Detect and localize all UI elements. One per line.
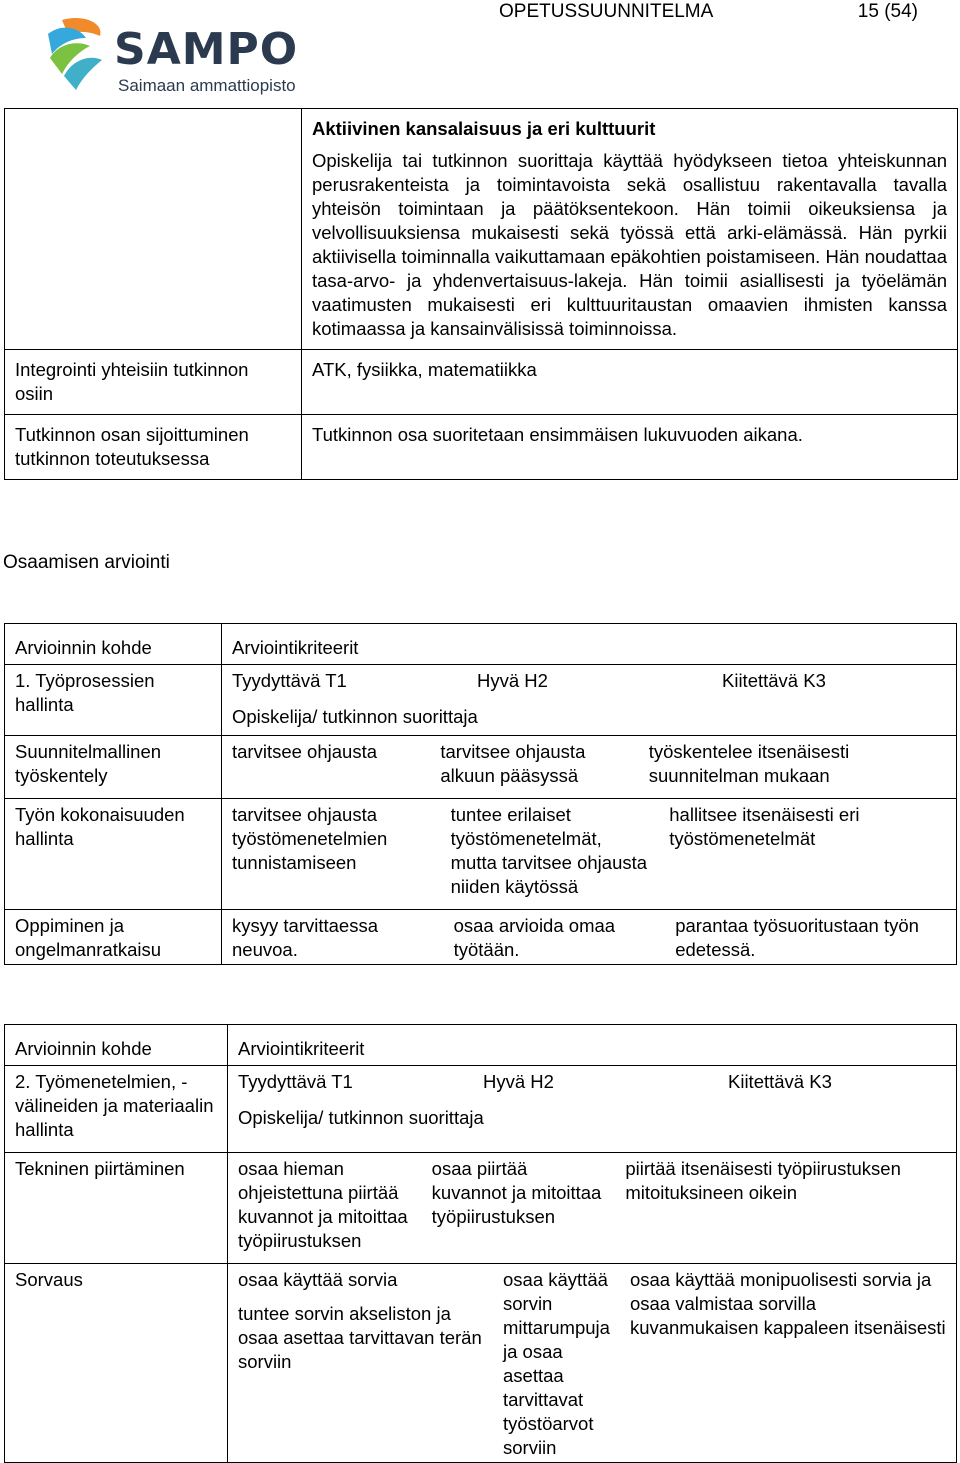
section-heading: Osaamisen arviointi xyxy=(3,552,170,573)
criterion-cell xyxy=(222,799,957,910)
criterion-t1: osaa hieman ohjeistettuna piirtää kuvannot ja mitoittaa työpiirustuksen xyxy=(238,1158,408,1251)
grade-header-cell xyxy=(228,1066,957,1153)
column-header: Arviointikriteerit xyxy=(228,1025,957,1066)
table-row xyxy=(5,1153,957,1264)
criterion-cell xyxy=(228,1153,957,1264)
row-label: Integrointi yhteisiin tutkinnon osiin xyxy=(5,350,302,415)
criterion-label: Suunnitelmallinen työskentely xyxy=(5,736,222,799)
curriculum-table xyxy=(4,108,958,480)
assessment-topic: 2. Työmenetelmien, -välineiden ja materiaalin hallinta xyxy=(5,1066,228,1153)
row-value: ATK, fysiikka, matematiikka xyxy=(302,350,958,415)
table-row xyxy=(5,350,958,415)
criterion-h2: tarvitsee ohjausta alkuun pääsyssä xyxy=(440,741,586,786)
table-row xyxy=(5,1264,957,1463)
empty-cell xyxy=(5,109,302,350)
criterion-t1-group xyxy=(238,1268,503,1460)
table-row xyxy=(5,665,957,736)
criterion-cell xyxy=(222,910,957,965)
criterion-h2: osaa käyttää sorvin mittarumpuja ja osaa asettaa tarvittavat työstöarvot sorviin xyxy=(503,1269,610,1458)
section-title: Aktiivinen kansalaisuus ja eri kulttuurit xyxy=(312,118,656,139)
assessment-table-2 xyxy=(4,1024,957,1463)
criterion-t1: kysyy tarvittaessa neuvoa. xyxy=(232,915,378,960)
document-title: OPETUSSUUNNITELMA xyxy=(499,1,714,22)
grade-scale xyxy=(238,1070,946,1094)
criterion-h2: osaa piirtää kuvannot ja mitoittaa työpiirustuksen xyxy=(431,1158,602,1227)
grade-t1: Tyydyttävä T1 xyxy=(238,1071,353,1092)
grade-scale xyxy=(232,669,946,693)
assessment-topic: 1. Työprosessien hallinta xyxy=(5,665,222,736)
row-value: Tutkinnon osa suoritetaan ensimmäisen lukuvuoden aikana. xyxy=(302,415,958,480)
table-row xyxy=(5,1066,957,1153)
grade-k3: Kiitettävä K3 xyxy=(722,670,826,691)
criterion-k3: piirtää itsenäisesti työpiirustuksen mitoituksineen oikein xyxy=(625,1158,901,1203)
criterion-k3: hallitsee itsenäisesti eri työstömenetelmät xyxy=(669,804,860,849)
page-number: 15 (54) xyxy=(857,1,918,22)
logo-brand-text: SAMPO xyxy=(114,24,299,75)
grade-t1: Tyydyttävä T1 xyxy=(232,670,347,691)
grade-h2: Hyvä H2 xyxy=(477,670,548,691)
table-row xyxy=(5,736,957,799)
row-label: Tutkinnon osan sijoittuminen tutkinnon toteutuksessa xyxy=(5,415,302,480)
table-row xyxy=(5,109,958,350)
criterion-t1: tarvitsee ohjausta työstömenetelmien tunnistamiseen xyxy=(232,804,388,873)
table-header-row xyxy=(5,1025,957,1066)
assessment-table-1 xyxy=(4,623,957,965)
criterion-label: Työn kokonaisuuden hallinta xyxy=(5,799,222,910)
criterion-cell xyxy=(228,1264,957,1463)
logo-subtitle: Saimaan ammattiopisto xyxy=(118,76,296,95)
table-row xyxy=(5,799,957,910)
criterion-t1: tarvitsee ohjausta xyxy=(232,741,378,762)
competence-description: Opiskelija tai tutkinnon suorittaja käyttää hyödykseen tietoa yhteiskunnan perusrakenteista ja toimintavoista sekä osallistuu rakentavalla tavalla yhteisön toimintaan ja päätöksentekoon. Hän toimii oikeuksiensa ja velvollisuuksiensa mukaisesti sekä työssä että arki-elämässä. Hän pyrkii aktiivisella toiminnalla vaikuttamaan epäkohtien poistamiseen. Hän noudattaa tasa-arvo- ja yhdenvertaisuus-lakeja. Hän toimii asiallisesti ja työelämän vaatimusten mukaisesti eri kulttuuritaustan omaavien ihmisten kanssa kotimaassa ja kansainvälisissä toiminnoissa. xyxy=(312,150,947,339)
logo-mark-icon xyxy=(42,14,112,94)
table-header-row xyxy=(5,624,957,665)
criterion-k3: työskentelee itsenäisesti suunnitelman mukaan xyxy=(648,741,850,786)
sampo-logo xyxy=(42,14,312,96)
content-cell xyxy=(302,109,958,350)
criterion-k3: osaa käyttää monipuolisesti sorvia ja osaa valmistaa sorvilla kuvanmukaisen kappaleen itsenäisesti xyxy=(629,1269,946,1338)
table-row xyxy=(5,910,957,965)
criterion-k3: parantaa työsuoritustaan työn edetessä. xyxy=(675,915,919,960)
table-row xyxy=(5,415,958,480)
criterion-t1: osaa käyttää sorvia xyxy=(238,1269,398,1290)
criterion-cell xyxy=(222,736,957,799)
column-header: Arvioinnin kohde xyxy=(5,624,222,665)
criterion-h2: osaa arvioida omaa työtään. xyxy=(453,915,616,960)
criterion-label: Oppiminen ja ongelmanratkaisu xyxy=(5,910,222,965)
grade-header-cell xyxy=(222,665,957,736)
grade-h2: Hyvä H2 xyxy=(483,1071,554,1092)
column-header: Arvioinnin kohde xyxy=(5,1025,228,1066)
column-header: Arviointikriteerit xyxy=(222,624,957,665)
grade-k3: Kiitettävä K3 xyxy=(728,1071,832,1092)
criterion-h2: tuntee erilaiset työstömenetelmät, mutta tarvitsee ohjausta niiden käytössä xyxy=(450,804,648,897)
criterion-label: Tekninen piirtäminen xyxy=(5,1153,228,1264)
criterion-t1-extra: tuntee sorvin akseliston ja osaa asettaa tarvittavan terän sorviin xyxy=(238,1303,482,1372)
assessment-subject: Opiskelija/ tutkinnon suorittaja xyxy=(232,706,478,727)
assessment-subject: Opiskelija/ tutkinnon suorittaja xyxy=(238,1107,484,1128)
criterion-label: Sorvaus xyxy=(5,1264,228,1463)
